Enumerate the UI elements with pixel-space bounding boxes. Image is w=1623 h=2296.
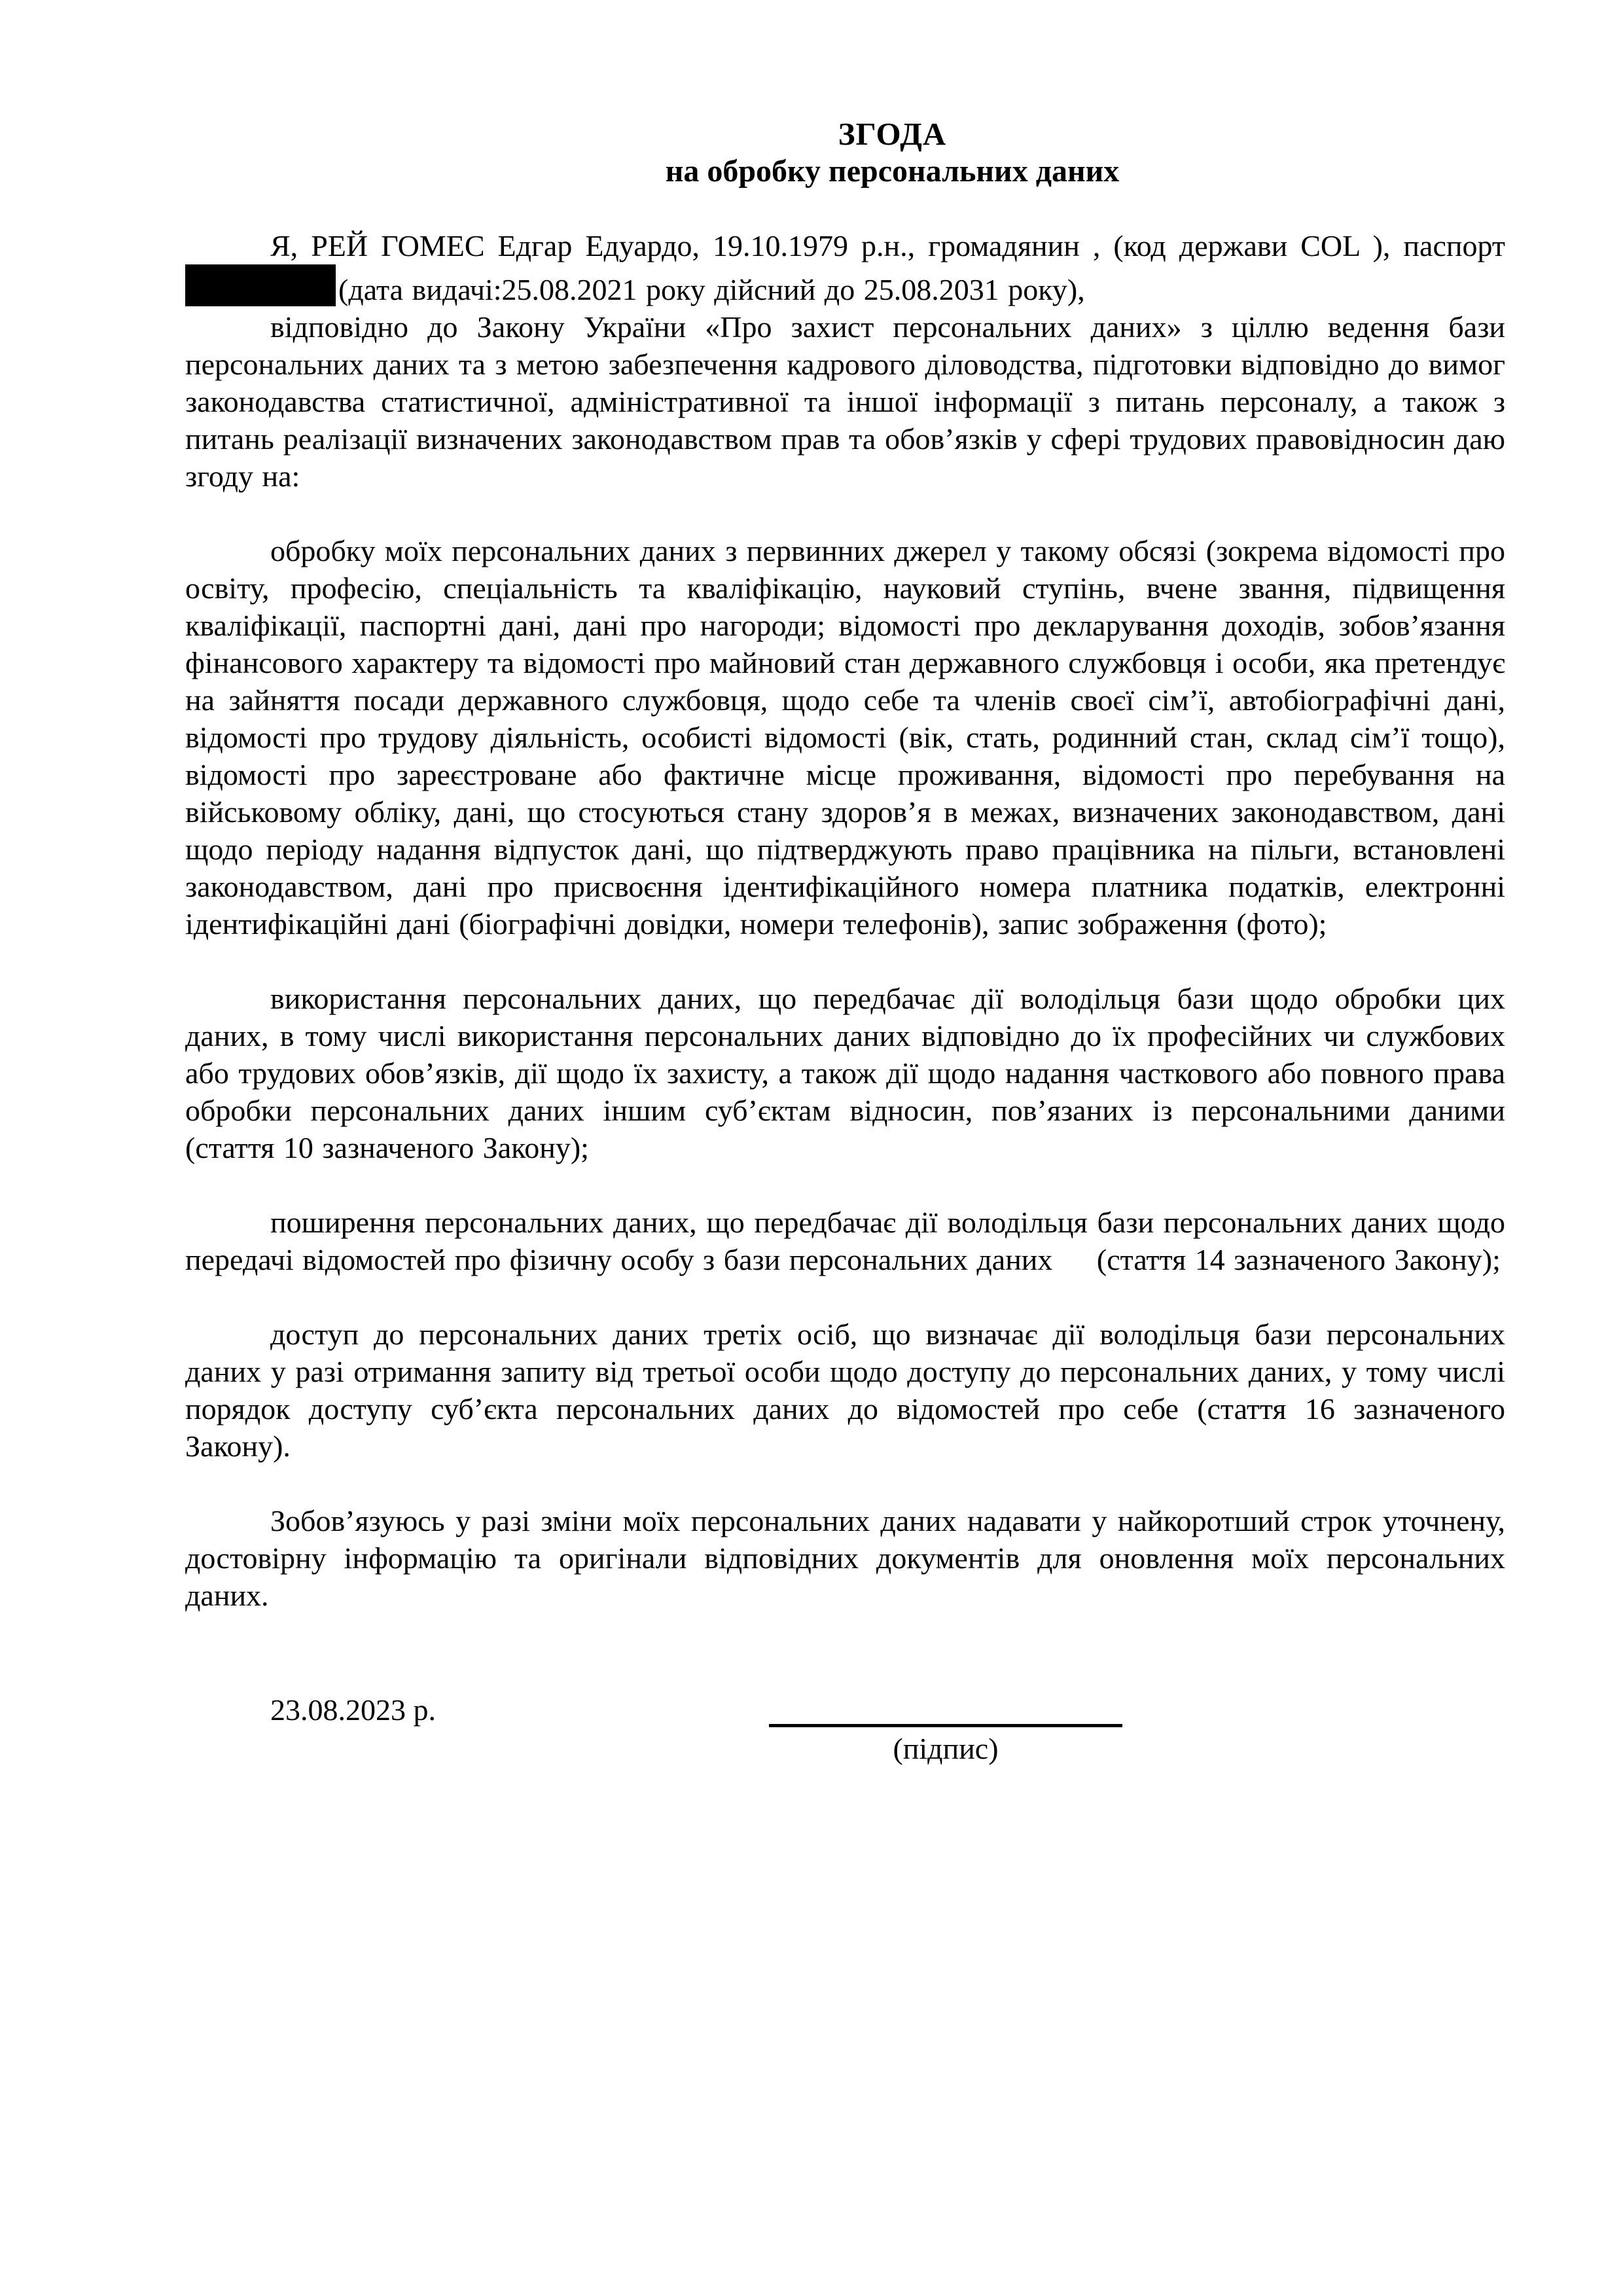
page-title: ЗГОДА [838,116,947,152]
paragraph-identity [185,227,1505,308]
identity-text-after-redaction: (дата видачі:25.08.2021 року дійсний до 25.08.2031 року), [338,273,1085,306]
paragraph-update-obligation: Зобов’язуюсь у разі зміни моїх персональних даних надавати у найкоротший строк уточнену, достовірну інформацію та оригінали відповідних документів для оновлення моїх персональних даних. [185,1504,1505,1612]
document-date: 23.08.2023 р. [270,1693,436,1727]
paragraph-distribution-article14: поширення персональних даних, що передбачає дії володільця бази персональних даних щодо передачі відомостей про фізичну особу з бази персональних даних (стаття 14 зазначеного Закону); [185,1206,1505,1276]
signature-line [769,1691,1122,1727]
paragraph-law-purpose: відповідно до Закону України «Про захист персональних даних» з ціллю ведення бази персональних даних та з метою забезпечення кадрового діловодства, підготовки відповідно до вимог законодавства статистичної, адміністративної та іншої інформації з питань персоналу, а також з питань реалізації визначених законодавством прав та обов’язків у сфері трудових правовідносин даю згоду на: [185,310,1505,493]
signature-caption: (підпис) [893,1732,999,1765]
paragraph-usage-article10: використання персональних даних, що передбачає дії володільця бази щодо обробки цих даних, в тому числі використання персональних даних відповідно до їх професійних чи службових або трудових обов’язків, дії щодо їх захисту, а також дії щодо надання часткового або повного права обробки персональних даних іншим суб’єктам відносин, пов’язаних із персональними даними (стаття 10 зазначеного Закону); [185,982,1505,1164]
signature-block [769,1691,1122,1767]
date-signature-row [185,1691,1505,1809]
paragraph-processing-scope: обробку моїх персональних даних з первинних джерел у такому обсязі (зокрема відомості про освіту, професію, спеціальність та кваліфікацію, науковий ступінь, вчене звання, підвищення кваліфікації, паспортні дані, дані про нагороди; відомості про декларування доходів, зобов’язання фінансового характеру та відомості про майновий стан державного службовця і особи, яка претендує на зайняття посади державного службовця, щодо себе та членів своєї сім’ї, автобіографічні дані, відомості про трудову діяльність, особисті відомості (вік, стать, родинний стан, склад сім’ї тощо), відомості про зареєстроване або фактичне місце проживання, відомості про перебування на військовому обліку, дані, що стосуються стану здоров’я в межах, визначених законодавством, дані щодо періоду надання відпусток дані, що підтверджують право працівника на пільги, встановлені законодавством, дані про присвоєння ідентифікаційного номера платника податків, електронні ідентифікаційні дані (біографічні довідки, номери телефонів), запис зображення (фото); [185,534,1505,941]
document-body [185,227,1505,1614]
page-subtitle: на обробку персональних даних [665,154,1120,188]
identity-text-before-redaction: Я, РЕЙ ГОМЕС Едгар Едуардо, 19.10.1979 р.н., громадянин , (код держави COL ), паспорт [270,229,1505,262]
document-header [232,115,1552,190]
passport-number-redaction-box [185,264,336,306]
paragraph-access-article16: доступ до персональних даних третіх осіб, що визначає дії володільця бази персональних даних у разі отримання запиту від третьої особи щодо доступу до персональних даних, у тому числі порядок доступу суб’єкта персональних даних до відомостей про себе (стаття 16 зазначеного Закону). [185,1318,1505,1463]
